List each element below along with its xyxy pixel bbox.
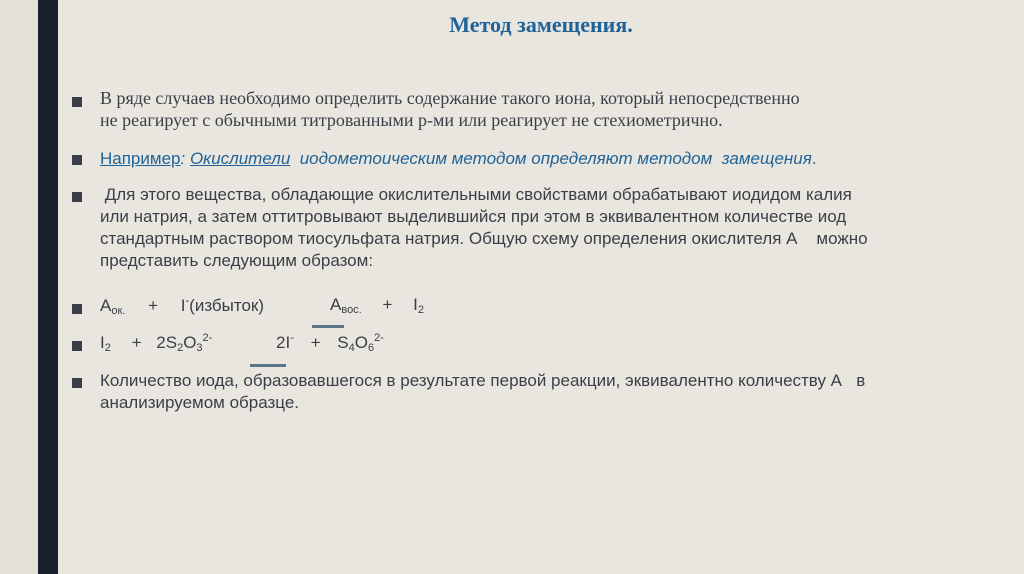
paragraph-example: Например: Окислители иодометоическим методом определяют методом замещения. <box>100 149 817 168</box>
bullet-square <box>72 97 82 107</box>
left-margin-stripe <box>0 0 38 574</box>
paragraph-conclusion: Количество иода, образовавшегося в результате первой реакции, эквивалентно количеству А в анализируемом образце. <box>100 371 866 412</box>
equation-1: $А_{ок.}$ + I-(избыток) <box>100 295 265 317</box>
slide-title: Метод замещения. <box>449 12 633 37</box>
equation-2-products: $2I^- + S_4O_6^{2-}$ <box>276 332 384 354</box>
reaction-arrow-icon <box>312 325 344 328</box>
bullet-square <box>72 304 82 314</box>
bullet-square <box>72 155 82 165</box>
paragraph-method: Для этого вещества, обладающие окислительными свойствами обрабатывают иодидом калия или натрия, а затем оттитровывают выделившийся при этом в эквивалентном количестве иод стандартным раствором тиосульфата натрия. Общую схему определения окислителя А можно представить следующим образом: <box>100 185 868 270</box>
slide-accent-bar <box>38 0 58 574</box>
bullet-square <box>72 378 82 388</box>
equation-1-products: $А_{вос.} + I_2$ <box>330 295 425 316</box>
paragraph-intro: В ряде случаев необходимо определить содержание такого иона, который непосредственно не реагирует с обычными титрованными р-ми или реагирует не стехиометрично. <box>100 88 800 130</box>
bullet-square <box>72 192 82 202</box>
reaction-arrow-icon <box>250 364 286 367</box>
equation-2: $I_2 + 2S_2O_3^{2-}$ <box>100 332 213 354</box>
bullet-square <box>72 341 82 351</box>
